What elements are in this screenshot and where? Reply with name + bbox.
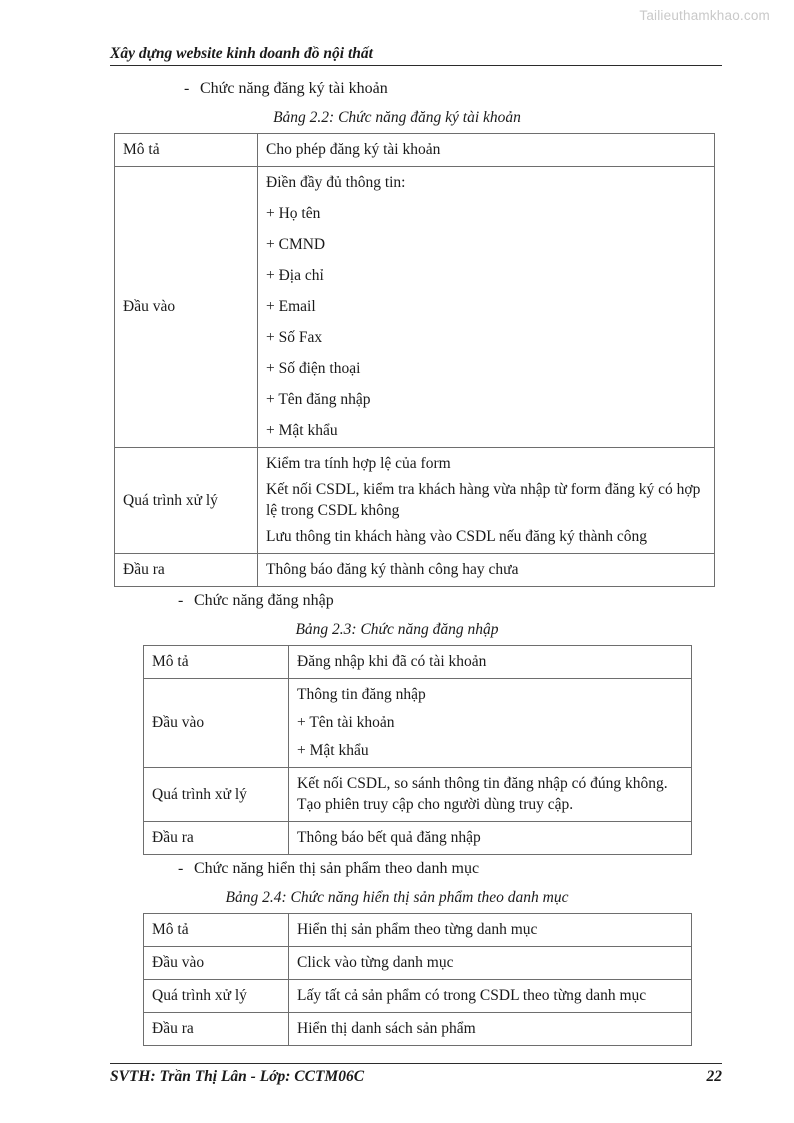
table-row [115,167,715,448]
value-line: Kết nối CSDL, kiểm tra khách hàng vừa nhập từ form đăng ký có hợp lệ trong CSDL không [266,481,701,519]
value-line: + Họ tên [266,205,321,222]
table-row [144,947,692,980]
footer-author: SVTH: Trần Thị Lân - Lớp: CCTM06C [110,1068,365,1085]
page-number: 22 [706,1068,722,1085]
table-2-2 [114,133,715,587]
running-footer-rule [110,1063,722,1064]
row-value: Click vào từng danh mục [289,947,692,980]
row-label: Đầu ra [144,1013,289,1046]
row-label: Quá trình xử lý [144,980,289,1013]
row-label: Quá trình xử lý [144,768,289,822]
row-value [258,448,715,554]
table-2-4 [143,913,692,1046]
running-header [110,44,722,66]
value-line: + Email [266,298,316,315]
table-row [144,679,692,768]
row-value: Hiển thị danh sách sản phẩm [289,1013,692,1046]
value-line: + CMND [266,236,326,253]
row-value: Thông báo bết quả đăng nhập [289,822,692,855]
row-label: Đầu ra [115,554,258,587]
value-line: + Mật khẩu [297,742,369,759]
table-2-3 [143,645,692,855]
value-line: + Số Fax [266,329,323,346]
row-value: Thông báo đăng ký thành công hay chưa [258,554,715,587]
table-row [144,646,692,679]
value-line: + Tên tài khoản [297,714,395,731]
table-row [144,822,692,855]
running-footer [110,1063,722,1087]
row-label: Mô tả [144,646,289,679]
row-value: Hiển thị sản phẩm theo từng danh mục [289,914,692,947]
value-line: + Số điện thoại [266,360,361,377]
running-header-rule [110,65,722,66]
value-line: + Mật khẩu [266,422,338,439]
table-row [144,980,692,1013]
row-label: Đầu vào [115,167,258,448]
value-line: Điền đầy đủ thông tin: [266,174,406,191]
table-caption-2-2: Bảng 2.2: Chức năng đăng ký tài khoản [273,109,521,126]
value-line: + Tên đăng nhập [266,391,371,408]
document-body [0,78,794,1046]
table-caption-2-3: Bảng 2.3: Chức năng đăng nhập [295,621,499,638]
bullet-dash-icon: - [178,592,184,609]
bullet-item-login [178,590,794,612]
table-row [144,768,692,822]
table-row [144,914,692,947]
value-line: Thông tin đăng nhập [297,686,426,703]
bullet-label: Chức năng đăng ký tài khoản [200,80,388,97]
row-label: Mô tả [144,914,289,947]
bullet-item-category-display [178,858,794,880]
table-row [144,1013,692,1046]
row-value: Đăng nhập khi đã có tài khoản [289,646,692,679]
row-value [289,768,692,822]
row-value [258,167,715,448]
value-line: Kết nối CSDL, so sánh thông tin đăng nhập có đúng không. Tạo phiên truy cập cho người dùng truy cập. [297,775,668,813]
row-label: Quá trình xử lý [115,448,258,554]
row-label: Đầu ra [144,822,289,855]
row-value: Cho phép đăng ký tài khoản [258,134,715,167]
row-label: Mô tả [115,134,258,167]
value-line: + Địa chỉ [266,267,324,284]
bullet-label: Chức năng đăng nhập [194,592,334,609]
table-caption-2-4: Bảng 2.4: Chức năng hiển thị sản phẩm theo danh mục [225,889,569,906]
bullet-dash-icon: - [178,860,184,877]
bullet-label: Chức năng hiển thị sản phẩm theo danh mục [194,860,480,877]
value-line: Kiểm tra tính hợp lệ của form [266,455,451,472]
table-row [115,134,715,167]
value-line: Lưu thông tin khách hàng vào CSDL nếu đăng ký thành công [266,528,648,545]
row-label: Đầu vào [144,679,289,768]
row-value [289,679,692,768]
running-header-title: Xây dựng website kinh doanh đồ nội thất [110,45,373,62]
row-value: Lấy tất cả sản phẩm có trong CSDL theo từng danh mục [289,980,692,1013]
row-label: Đầu vào [144,947,289,980]
table-row [115,554,715,587]
table-row [115,448,715,554]
bullet-dash-icon: - [184,80,190,97]
bullet-item-register [184,78,794,100]
site-watermark: Tailieuthamkhao.com [639,8,770,23]
